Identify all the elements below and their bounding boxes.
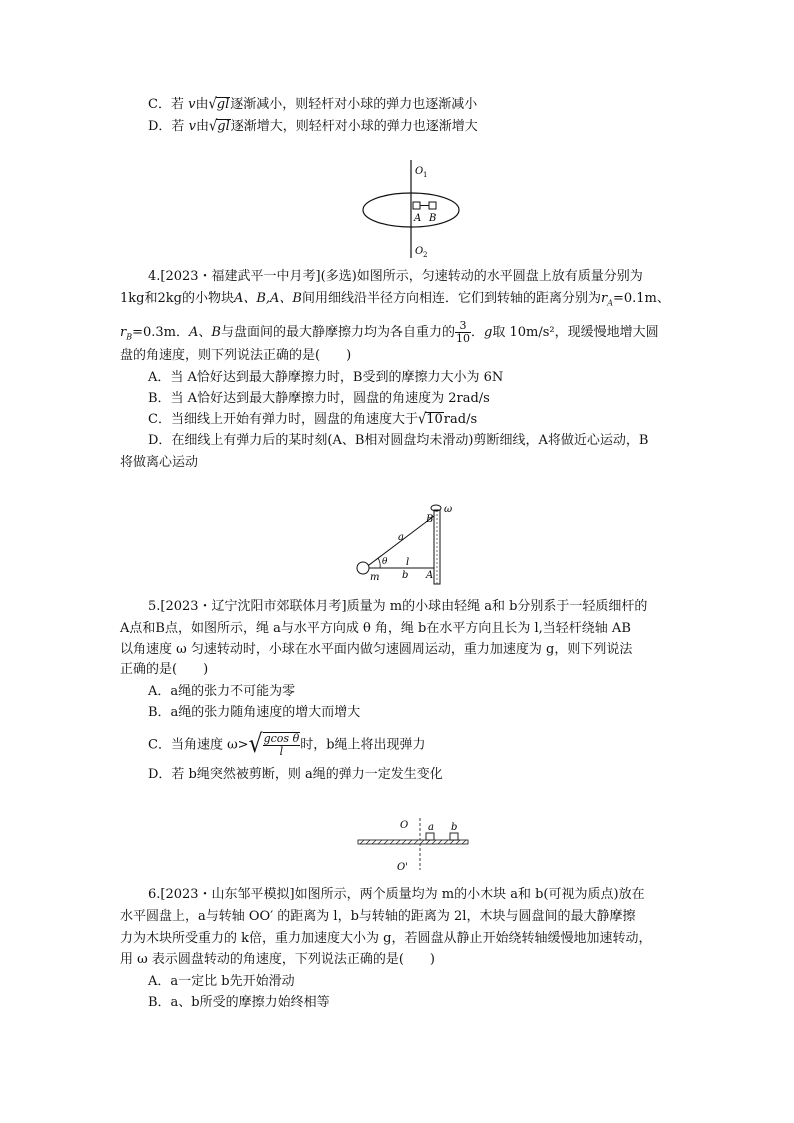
label-o1: O — [415, 166, 424, 177]
radicand: gl — [217, 119, 230, 134]
option-text: 逐渐增大，则轻杆对小球的弹力也逐渐增大 — [230, 119, 478, 134]
label-theta: θ — [382, 557, 388, 567]
text: 、 — [198, 325, 212, 340]
block-a — [426, 833, 434, 840]
radical-sign: √ — [248, 730, 263, 759]
ball — [357, 562, 369, 574]
option-text: 逐渐减小，则轻杆对小球的弹力也逐渐减小 — [230, 97, 478, 112]
label-b-point: B — [426, 514, 434, 525]
q5-option-c — [148, 732, 426, 758]
label-o2-sub: 2 — [423, 251, 428, 259]
var-r: r — [120, 325, 127, 340]
text: =0.3m． — [132, 325, 190, 340]
q5-stem-line1: 5.[2023・辽宁沈阳市郊联体月考]质量为 m的小球由轻绳 a和 b分别系于一轻质细杆的 — [148, 599, 648, 614]
q3-option-d — [148, 118, 478, 136]
radicand: 10 — [426, 412, 443, 427]
var-v: v — [188, 119, 196, 134]
radicand: gl — [216, 97, 230, 112]
q4-stem-line3 — [120, 320, 659, 347]
label-b: b — [451, 822, 458, 833]
label-m: m — [370, 572, 380, 583]
label-o2: O — [415, 246, 424, 257]
denominator: l — [279, 745, 284, 758]
text: A、B,A、B — [233, 291, 302, 306]
q4-option-b: B．当 A恰好达到最大静摩擦力时，圆盘的角速度为 2rad/s — [148, 391, 490, 406]
label-a-string: a — [398, 532, 404, 543]
q4-option-d-line1: D．在细线上有弹力后的某时刻(A、B相对圆盘均未滑动)剪断细线，A将做近心运动，B — [148, 433, 649, 448]
q5-stem-line4: 正确的是( ) — [120, 662, 209, 677]
q4-option-a: A．当 A恰好达到最大静摩擦力时，B受到的摩擦力大小为 6N — [148, 370, 504, 385]
angle-arc — [378, 558, 380, 568]
q6-option-a: A．a一定比 b先开始滑动 — [148, 974, 295, 989]
var-v: v — [188, 97, 196, 112]
q5-stem-line3: 以角速度 ω 匀速转动时，小球在水平面内做匀速圆周运动，重力加速度为 g，则下列说法 — [120, 642, 633, 657]
q4-stem-line1: 4.[2023・福建武平一中月考](多选)如图所示，匀速转动的水平圆盘上放有质量分别为 — [148, 269, 643, 284]
text: 1kg和2kg的小物块 — [120, 291, 234, 306]
fraction — [455, 320, 471, 345]
disk-figure — [355, 158, 475, 260]
q6-stem-line2: 水平圆盘上，a与转轴 OO′ 的距离为 l，b与转轴的距离为 2l，木块与圆盘间的最大静摩擦 — [120, 909, 636, 924]
q5-stem-line2: A点和B点，如图所示，绳 a与水平方向成 θ 角，绳 b在水平方向且长为 l,当轻杆绕轴 AB — [120, 621, 631, 636]
sub-a: A — [607, 298, 613, 308]
fraction — [263, 732, 301, 758]
label-o1-sub: 1 — [423, 171, 428, 179]
label-a: a — [428, 822, 434, 833]
text: 由 — [195, 119, 209, 134]
turntable-figure — [350, 816, 475, 874]
q4-stem-line2 — [120, 290, 670, 313]
label-b-string: b — [402, 570, 409, 581]
radical-sign: √ — [208, 95, 217, 114]
block-a — [413, 202, 420, 209]
q6-stem-line3: 力为木块所受重力的 k倍，重力加速度大小为 g，若圆盘从静止开始绕转轴缓慢地加速转动， — [120, 931, 652, 946]
rod-figure — [352, 498, 472, 590]
q4-option-c — [148, 411, 477, 429]
label-omega: ω — [444, 504, 453, 515]
sub-b: B — [126, 332, 133, 342]
numerator: gcos θ — [263, 732, 300, 745]
text: ． — [471, 325, 485, 340]
text: C．当细线上开始有弹力时，圆盘的角速度大于 — [148, 412, 418, 427]
text: A — [189, 325, 199, 340]
option-label: D．若 — [148, 119, 185, 134]
q3-option-c — [148, 96, 477, 114]
option-label: C．若 — [148, 97, 184, 112]
radical-sign: √ — [208, 117, 218, 136]
q5-option-a: A．a绳的张力不可能为零 — [148, 684, 296, 699]
label-a-point: A — [426, 570, 434, 581]
denominator: 10 — [456, 332, 470, 345]
text: 由 — [195, 97, 209, 112]
var-r: r — [600, 291, 608, 306]
q6-option-b: B．a、b所受的摩擦力始终相等 — [148, 995, 330, 1010]
q5-option-b: B．a绳的张力随角速度的增大而增大 — [148, 705, 361, 720]
q6-stem-line1: 6.[2023・山东邹平模拟]如图所示，两个质量均为 m的小木块 a和 b(可视为质点)放在 — [148, 887, 645, 902]
numerator: 3 — [455, 320, 471, 333]
text: C．当角速度 ω> — [148, 737, 249, 753]
block-b — [429, 202, 436, 209]
text: =0.1m、 — [612, 291, 670, 306]
var-g: g — [484, 325, 493, 340]
label-o: O — [400, 820, 409, 831]
text: 与盘面间的最大静摩擦力均为各自重力的 — [220, 325, 455, 340]
disk-surface — [358, 840, 468, 844]
q4-option-d-line2: 将做离心运动 — [120, 455, 199, 470]
text: rad/s — [443, 412, 478, 427]
q5-option-d: D．若 b绳突然被剪断，则 a绳的弹力一定发生变化 — [148, 767, 443, 782]
radical-sign: √ — [417, 410, 427, 429]
q4-stem-line4: 盘的角速度，则下列说法正确的是( ) — [120, 348, 352, 363]
text: B — [211, 325, 221, 340]
text: 间用细线沿半径方向相连．它们到转轴的距离分别为 — [301, 291, 601, 306]
label-o-prime: O' — [397, 862, 408, 873]
label-b: B — [429, 213, 437, 224]
q6-stem-line4: 用 ω 表示圆盘转动的角速度，下列说法正确的是( ) — [120, 952, 436, 967]
label-l: l — [406, 557, 410, 568]
label-a: A — [414, 213, 422, 224]
text: 时，b绳上将出现弹力 — [300, 737, 426, 753]
text: 取 10m/s²，现缓慢地增大圆 — [492, 325, 659, 340]
block-b — [450, 833, 458, 840]
